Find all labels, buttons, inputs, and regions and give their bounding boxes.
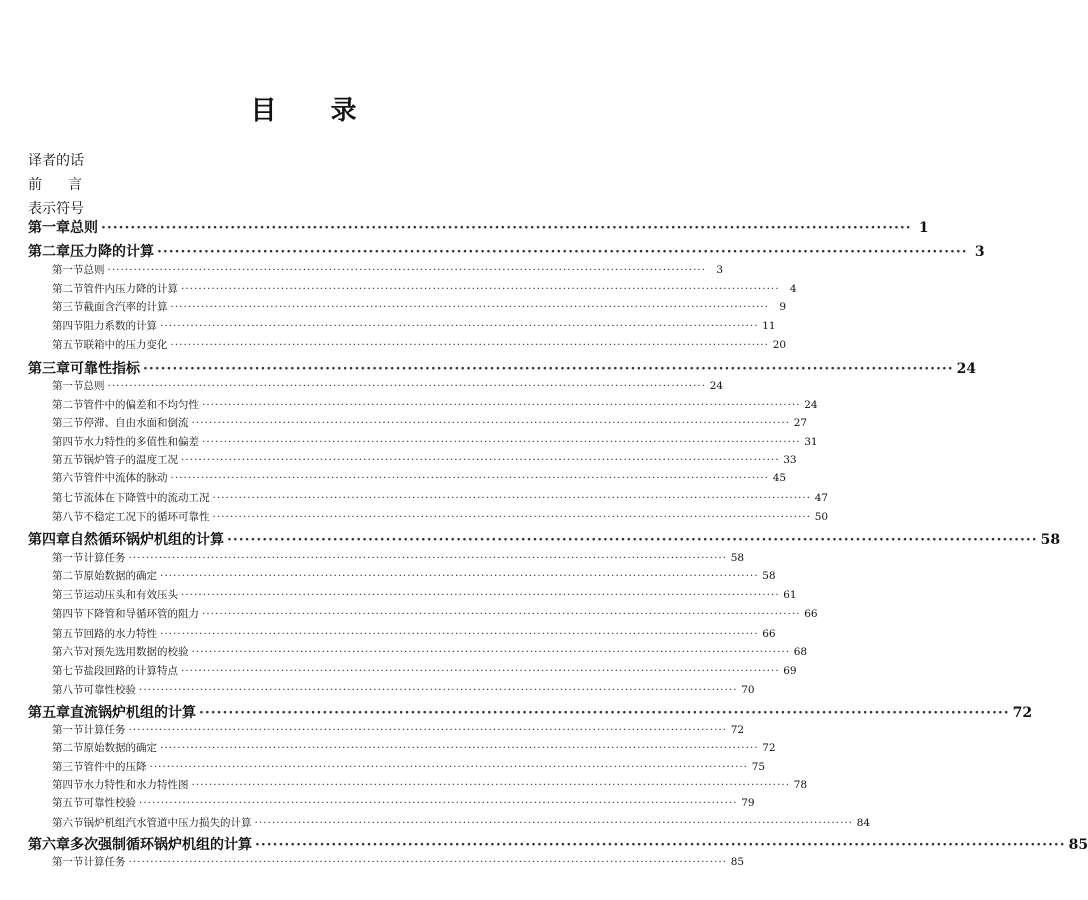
toc-leader-dots: ··········································································································································	[255, 837, 1066, 853]
toc-entry-number: 第五节	[52, 628, 84, 640]
toc-entry-number: 第一节	[52, 856, 84, 868]
toc-entry-number: 第二章	[28, 244, 70, 260]
toc-entry-page: 27	[793, 417, 808, 429]
toc-entry-page: 31	[804, 436, 818, 448]
toc-leader-dots: ··········································································································································	[128, 856, 728, 868]
toc-entry-title: 回路的水力特性	[83, 628, 157, 640]
toc-entry-number: 第三节	[52, 589, 84, 601]
toc-entry-page: 50	[814, 511, 829, 523]
toc-section-entry	[28, 299, 787, 314]
toc-entry-title: 计算任务	[83, 724, 126, 736]
toc-entry-number: 第一章	[28, 220, 70, 236]
toc-entry-number: 第六节	[52, 472, 84, 484]
toc-leader-dots: ··········································································································································	[254, 817, 854, 829]
toc-entry-page: 78	[793, 779, 808, 791]
toc-section-entry	[28, 452, 797, 467]
toc-entry-number: 第三节	[52, 301, 84, 313]
toc-leader-dots: ··········································································································································	[128, 552, 728, 564]
toc-leader-dots: ··········································································································································	[107, 264, 707, 276]
toc-section-entry	[28, 815, 871, 830]
toc-leader-dots: ··········································································································································	[212, 511, 812, 523]
toc-entry-page: 70	[741, 684, 755, 696]
toc-entry-page: 72	[730, 724, 745, 736]
toc-entry-title: 下降管和导循环管的阻力	[83, 608, 199, 620]
toc-leader-dots: ··········································································································································	[202, 436, 801, 448]
toc-section-entry	[28, 587, 797, 602]
toc-section-entry	[28, 378, 724, 393]
toc-entry-title: 管件内压力降的计算	[83, 283, 178, 295]
toc-entry-number: 第四节	[52, 320, 84, 332]
toc-entry-title: 总则	[83, 380, 105, 392]
toc-section-entry	[28, 397, 818, 412]
toc-leader-dots: ··········································································································································	[212, 492, 812, 504]
toc-section-entry	[28, 509, 829, 524]
toc-entry-title: 锅炉机组汽水管道中压力损失的计算	[83, 817, 252, 829]
toc-entry-number: 第四节	[52, 779, 84, 791]
toc-section-entry	[28, 777, 808, 792]
toc-leader-dots: ··········································································································································	[181, 283, 780, 295]
toc-entry-page: 58	[730, 552, 745, 564]
toc-entry-number: 第一节	[52, 380, 84, 392]
toc-section-entry	[28, 318, 776, 333]
toc-entry-number: 第八节	[52, 684, 84, 696]
toc-entry-title: 计算任务	[83, 856, 126, 868]
toc-entry-page: 85	[1068, 837, 1088, 853]
toc-entry-number: 第三节	[52, 417, 84, 429]
toc-entry-page: 72	[1012, 705, 1033, 721]
toc-leader-dots: ··········································································································································	[202, 399, 801, 411]
toc-entry-page: 58	[1040, 532, 1061, 548]
toc-entry-title: 停滞、自由水面和倒流	[83, 417, 189, 429]
toc-entry-page: 58	[762, 570, 776, 582]
toc-entry-number: 第一节	[52, 264, 84, 276]
toc-leader-dots: ··········································································································································	[160, 742, 759, 754]
toc-leader-dots: ··········································································································································	[160, 570, 759, 582]
toc-section-entry	[28, 415, 808, 430]
toc-entry-page: 47	[814, 492, 829, 504]
toc-entry-number: 第二节	[52, 283, 84, 295]
toc-entry-title: 对预先选用数据的校验	[83, 646, 189, 658]
toc-entry-page: 3	[716, 264, 724, 276]
toc-entry-page: 69	[783, 665, 797, 677]
toc-entry-page: 61	[783, 589, 797, 601]
toc-section-entry	[28, 262, 724, 277]
toc-leader-dots: ··········································································································································	[199, 705, 1010, 721]
toc-chapter-entry	[28, 358, 977, 378]
toc-leader-dots: ··········································································································································	[191, 417, 791, 429]
toc-entry-number: 第一节	[52, 724, 84, 736]
toc-leader-dots: ··········································································································································	[227, 532, 1038, 548]
toc-chapter-entry	[28, 834, 1088, 854]
toc-section-entry	[28, 795, 755, 810]
toc-entry-page: 75	[751, 761, 766, 773]
toc-leader-dots: ··········································································································································	[191, 646, 791, 658]
toc-leader-dots: ··········································································································································	[149, 761, 749, 773]
toc-leader-dots: ··········································································································································	[170, 301, 770, 313]
toc-leader-dots: ··········································································································································	[107, 380, 707, 392]
toc-leader-dots: ··········································································································································	[181, 589, 780, 601]
toc-entry-number: 第四节	[52, 608, 84, 620]
toc-section-entry	[28, 663, 797, 678]
toc-section-entry	[28, 606, 818, 621]
toc-section-entry	[28, 470, 787, 485]
toc-entry-title: 可靠性指标	[70, 361, 140, 377]
toc-section-entry	[28, 682, 755, 697]
toc-entry-title: 水力特性的多值性和偏差	[83, 436, 199, 448]
toc-leader-dots: ··········································································································································	[170, 472, 770, 484]
toc-entry-number: 第七节	[52, 665, 84, 677]
toc-chapter-entry	[28, 702, 1033, 722]
toc-entry-title: 原始数据的确定	[83, 742, 157, 754]
toc-entry-page: 66	[762, 628, 776, 640]
toc-leader-dots: ··········································································································································	[160, 320, 759, 332]
toc-entry-page: 3	[974, 244, 985, 260]
toc-entry-page: 79	[741, 797, 755, 809]
toc-entry-number: 第四节	[52, 436, 84, 448]
toc-entry-number: 第二节	[52, 399, 84, 411]
toc-section-entry	[28, 281, 797, 296]
toc-entry-title: 运动压头和有效压头	[83, 589, 178, 601]
toc-leader-dots: ··········································································································································	[157, 244, 968, 260]
toc-entry-title: 截面含汽率的计算	[83, 301, 168, 313]
toc-section-entry	[28, 740, 776, 755]
toc-entry-title: 联箱中的压力变化	[83, 339, 168, 351]
toc-entry-number: 第五节	[52, 454, 84, 466]
toc-entry-number: 第六节	[52, 817, 84, 829]
toc-entry-page: 24	[709, 380, 724, 392]
toc-section-entry	[28, 550, 745, 565]
toc-entry-page: 72	[762, 742, 776, 754]
toc-leader-dots: ··········································································································································	[101, 220, 912, 236]
toc-leader-dots: ··········································································································································	[170, 339, 770, 351]
toc-leader-dots: ··········································································································································	[139, 684, 738, 696]
toc-chapter-entry	[28, 217, 929, 237]
toc-entry-page: 68	[793, 646, 808, 658]
front-symbols: 表示符号	[28, 201, 84, 217]
toc-entry-page: 11	[762, 320, 776, 332]
toc-entry-title: 阻力系数的计算	[83, 320, 157, 332]
toc-entry-number: 第二节	[52, 570, 84, 582]
toc-entry-number: 第八节	[52, 511, 84, 523]
toc-section-entry	[28, 722, 745, 737]
toc-leader-dots: ··········································································································································	[202, 608, 801, 620]
toc-entry-title: 总则	[70, 220, 98, 236]
toc-entry-page: 45	[772, 472, 787, 484]
toc-entry-title: 可靠性校验	[83, 684, 136, 696]
toc-entry-title: 可靠性校验	[83, 797, 136, 809]
toc-entry-page: 1	[918, 220, 929, 236]
title-char-2: 录	[330, 96, 359, 126]
toc-section-entry	[28, 337, 787, 352]
toc-entry-title: 盐段回路的计算特点	[83, 665, 178, 677]
toc-section-entry	[28, 434, 818, 449]
toc-entry-page: 24	[804, 399, 818, 411]
toc-entry-title: 压力降的计算	[70, 244, 154, 260]
toc-entry-page: 66	[804, 608, 818, 620]
toc-section-entry	[28, 626, 776, 641]
toc-leader-dots: ··········································································································································	[160, 628, 759, 640]
toc-entry-title: 直流锅炉机组的计算	[70, 705, 196, 721]
toc-entry-page: 84	[856, 817, 871, 829]
toc-entry-page: 4	[789, 283, 797, 295]
toc-section-entry	[28, 854, 745, 869]
toc-entry-title: 总则	[83, 264, 105, 276]
toc-entry-title: 水力特性和水力特性图	[83, 779, 189, 791]
toc-section-entry	[28, 568, 776, 583]
toc-entry-number: 第五章	[28, 705, 70, 721]
toc-entry-number: 第六章	[28, 837, 70, 853]
toc-section-entry	[28, 644, 808, 659]
toc-leader-dots: ··········································································································································	[143, 361, 954, 377]
toc-entry-number: 第三章	[28, 361, 70, 377]
toc-entry-number: 第五节	[52, 797, 84, 809]
title-char-1: 目	[250, 96, 279, 126]
toc-chapter-entry	[28, 529, 1061, 549]
toc-leader-dots: ··········································································································································	[191, 779, 791, 791]
toc-entry-title: 管件中的偏差和不均匀性	[83, 399, 199, 411]
toc-entry-title: 流体在下降管中的流动工况	[83, 492, 210, 504]
toc-entry-page: 20	[772, 339, 787, 351]
toc-leader-dots: ··········································································································································	[181, 665, 780, 677]
toc-entry-title: 锅炉管子的温度工况	[83, 454, 178, 466]
toc-entry-title: 管件中流体的脉动	[83, 472, 168, 484]
toc-section-entry	[28, 759, 766, 774]
toc-leader-dots: ··········································································································································	[139, 797, 738, 809]
toc-chapter-entry	[28, 241, 985, 261]
front-translator-notes: 译者的话	[28, 153, 84, 169]
front-preface: 前 言	[28, 177, 82, 193]
toc-entry-page: 9	[779, 301, 787, 313]
toc-leader-dots: ··········································································································································	[181, 454, 780, 466]
toc-entry-title: 不稳定工况下的循环可靠性	[83, 511, 210, 523]
toc-entry-title: 多次强制循环锅炉机组的计算	[70, 837, 252, 853]
toc-entry-number: 第五节	[52, 339, 84, 351]
toc-section-entry	[28, 490, 829, 505]
toc-entry-page: 24	[956, 361, 977, 377]
toc-entry-title: 计算任务	[83, 552, 126, 564]
toc-entry-number: 第三节	[52, 761, 84, 773]
toc-entry-number: 第二节	[52, 742, 84, 754]
toc-entry-title: 原始数据的确定	[83, 570, 157, 582]
toc-entry-number: 第七节	[52, 492, 84, 504]
toc-entry-number: 第一节	[52, 552, 84, 564]
toc-leader-dots: ··········································································································································	[128, 724, 728, 736]
toc-entry-number: 第四章	[28, 532, 70, 548]
toc-entry-title: 管件中的压降	[83, 761, 147, 773]
toc-entry-title: 自然循环锅炉机组的计算	[70, 532, 224, 548]
toc-entry-page: 33	[783, 454, 797, 466]
page-title	[0, 90, 609, 127]
toc-entry-number: 第六节	[52, 646, 84, 658]
toc-entry-page: 85	[730, 856, 745, 868]
